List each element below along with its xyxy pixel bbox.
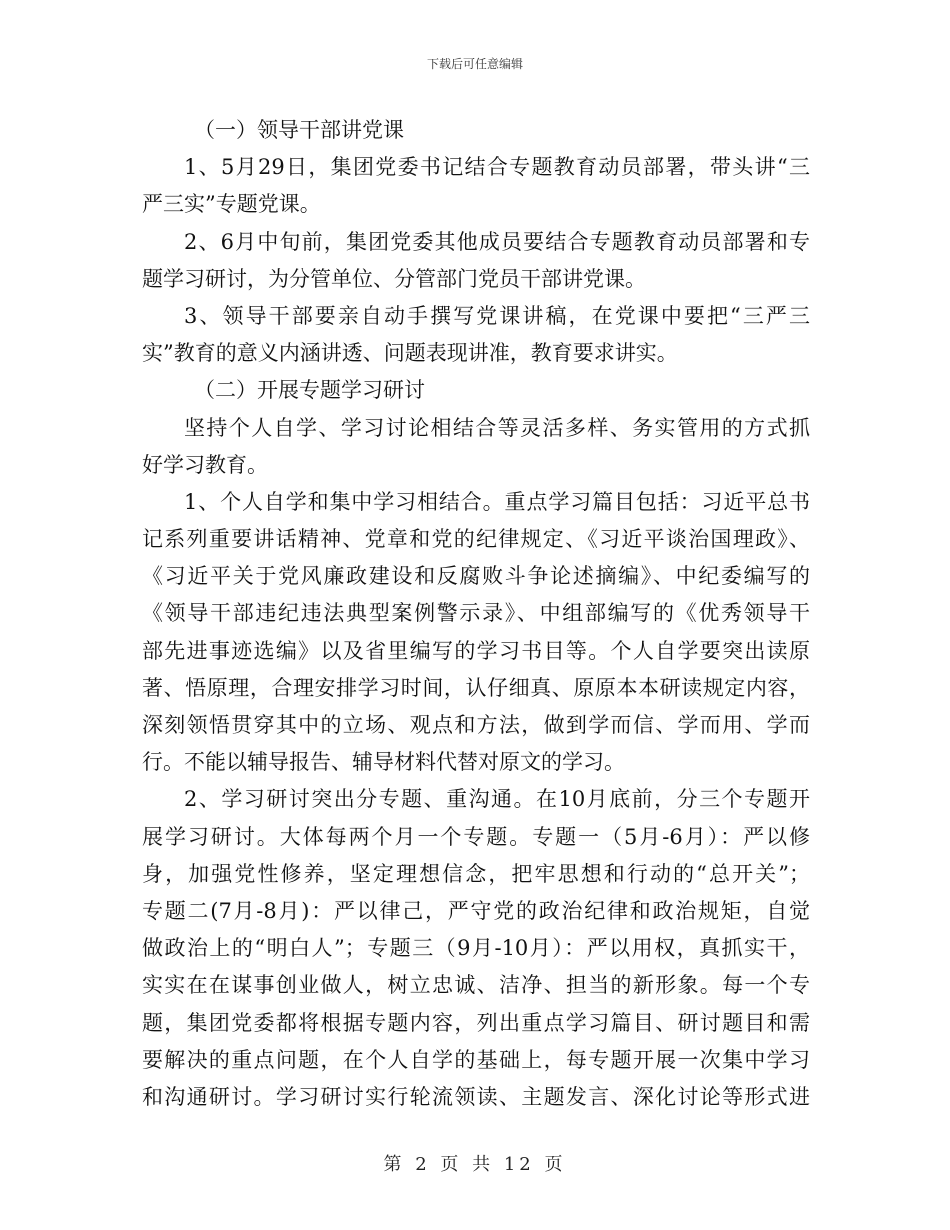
body-line: 要解决的重点问题，在个人自学的基础上，每专题开展一次集中学习 — [142, 1047, 810, 1072]
body-line: 深刻领悟贯穿其中的立场、观点和方法，做到学而信、学而用、学而 — [142, 713, 810, 737]
body-line: 展学习研讨。大体每两个月一个专题。专题一（5月-6月）：严以修 — [142, 824, 810, 849]
body-line: 实”教育的意义内涵讲透、问题表现讲准，教育要求讲实。 — [142, 341, 678, 366]
body-line: 做政治上的“明白人”；专题三（9月-10月）：严以用权，真抓实干， — [142, 936, 810, 961]
body-line: 2、6月中旬前，集团党委其他成员要结合专题教育动员部署和专 — [184, 229, 810, 254]
body-line: 行。不能以辅导报告、辅导材料代替对原文的学习。 — [142, 750, 625, 775]
body-line: 题学习研讨，为分管单位、分管部门党员干部讲党课。 — [142, 266, 646, 291]
body-line: 题，集团党委都将根据专题内容，列出重点学习篇目、研讨题目和需 — [142, 1010, 810, 1035]
body-line: 严三实”专题党课。 — [142, 192, 321, 217]
body-line: （二）开展专题学习研讨 — [194, 378, 425, 403]
body-line: 身，加强党性修养，坚定理想信念，把牢思想和行动的“总开关”； — [142, 861, 810, 886]
body-line: 1、个人自学和集中学习相结合。重点学习篇目包括：习近平总书 — [184, 489, 810, 514]
body-line: 《领导干部违纪违法典型案例警示录》、中组部编写的《优秀领导干 — [142, 601, 810, 626]
body-line: 著、悟原理，合理安排学习时间，认仔细真、原原本本研读规定内容， — [142, 675, 810, 700]
body-line: 《习近平关于党风廉政建设和反腐败斗争论述摘编》、中纪委编写的 — [142, 564, 810, 589]
body-line: 坚持个人自学、学习讨论相结合等灵活多样、务实管用的方式抓 — [184, 415, 810, 440]
page-indicator: 第 2 页 共 12 页 — [383, 1154, 567, 1175]
body-line: （一）领导干部讲党课 — [194, 118, 404, 142]
body-line: 好学习教育。 — [142, 452, 268, 477]
body-line: 和沟通研讨。学习研讨实行轮流领读、主题发言、深化讨论等形式进 — [142, 1084, 810, 1109]
body-line: 3、领导干部要亲自动手撰写党课讲稿，在党课中要把“三严三 — [184, 303, 810, 328]
body-line: 专题二(7月-8月)：严以律己，严守党的政治纪律和政治规矩，自觉 — [142, 898, 810, 923]
body-line: 1、5月29日，集团党委书记结合专题教育动员部署，带头讲“三 — [184, 155, 810, 180]
document-body — [142, 112, 810, 1116]
body-line: 记系列重要讲话精神、党章和党的纪律规定、《习近平谈治国理政》、 — [142, 527, 810, 552]
body-line: 实实在在谋事创业做人，树立忠诚、洁净、担当的新形象。每一个专 — [142, 973, 810, 998]
body-line: 2、学习研讨突出分专题、重沟通。在10月底前，分三个专题开 — [184, 787, 810, 812]
header-note: 下载后可任意编辑 — [426, 57, 523, 71]
body-line: 部先进事迹选编》以及省里编写的学习书目等。个人自学要突出读原 — [142, 638, 810, 663]
